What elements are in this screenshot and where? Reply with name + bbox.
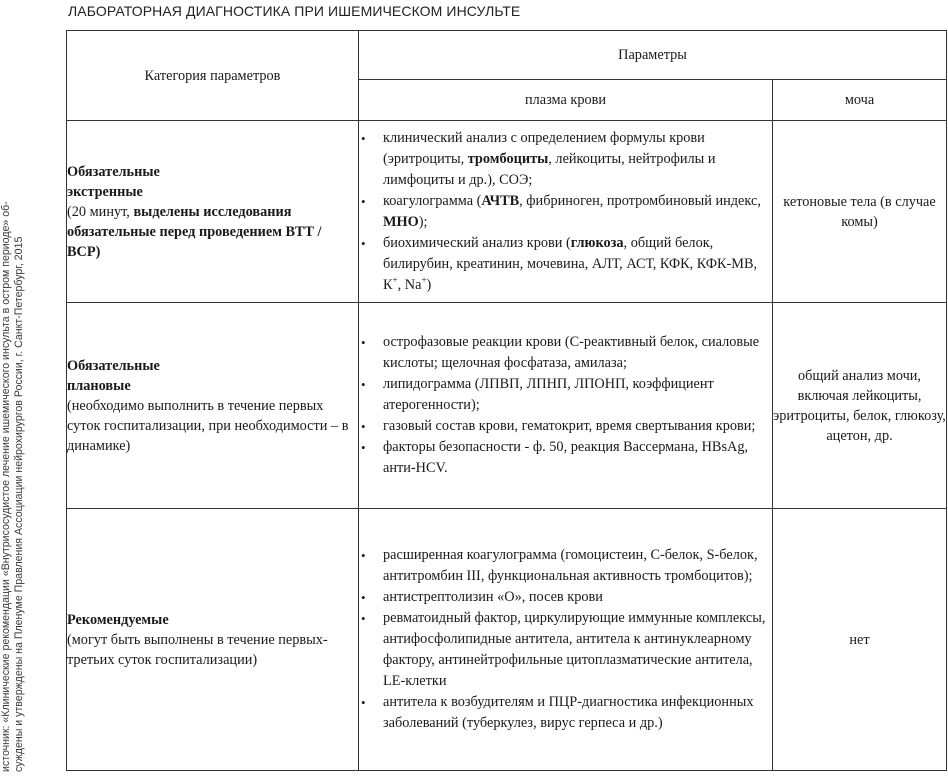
category-note-bold: выделены исследования обязательные перед проведением ВТТ / ВСР) [67,203,322,260]
table-row [67,303,947,509]
source-note-line-2: суждены и утверждены на Пленуме Правления Ассоциации нейрохирургов России, г. Санкт-Петербург, 2015 [13,236,25,772]
list-item: • ревматоидный фактор, циркулирующие иммунные комплексы, антифосфолипидные антитела, антитела к антинуклеарному фактору, антинейтрофильные цитоплазматические антитела, LE-клетки [359,608,772,692]
category-note: (20 минут, [67,203,134,220]
list-item: • клинический анализ с определением формулы крови (эритроциты, тромбоциты, лейкоциты, нейтрофилы и лимфоциты и др.), СОЭ; [359,128,772,191]
plasma-cell [359,121,773,303]
source-note [0,0,40,778]
category-note: (необходимо выполнить в течение первых суток госпитализации, при необходимости – в динамике) [67,397,349,454]
header-params: Параметры [359,31,947,80]
list-item: • острофазовые реакции крови (С-реактивный белок, сиаловые кислоты; щелочная фосфатаза, амилаза; [359,332,772,374]
list-item: • антитела к возбудителям и ПЦР-диагностика инфекционных заболеваний (туберкулез, вирус герпеса и др.) [359,692,772,734]
list-item: • факторы безопасности - ф. 50, реакция Вассермана, HBsAg, анти-HCV. [359,437,772,479]
list-item: • биохимический анализ крови (глюкоза, общий белок, билирубин, креатинин, мочевина, АЛТ, АСТ, КФК, КФК-МВ, К+, Na+) [359,233,772,296]
category-cell [67,121,359,303]
header-plasma: плазма крови [359,80,773,121]
header-category: Категория параметров [67,31,359,121]
table-row [67,121,947,303]
list-item: • липидограмма (ЛПВП, ЛПНП, ЛПОНП, коэффициент атерогенности); [359,374,772,416]
category-name: Рекомендуемые [67,611,169,628]
page-title: ЛАБОРАТОРНАЯ ДИАГНОСТИКА ПРИ ИШЕМИЧЕСКОМ ИНСУЛЬТЕ [68,3,521,19]
urine-cell: нет [773,509,947,771]
category-name: экстренные [67,183,143,200]
lab-diagnostics-table [66,30,947,771]
plasma-cell [359,303,773,509]
urine-cell: кетоновые тела (в случае комы) [773,121,947,303]
urine-cell: общий анализ мочи, включая лейкоциты, эритроциты, белок, глюкозу, ацетон, др. [773,303,947,509]
table-row [67,509,947,771]
list-item: • антистрептолизин «О», посев крови [359,587,772,608]
category-cell [67,303,359,509]
category-cell [67,509,359,771]
category-name: Обязательные [67,357,160,374]
header-urine: моча [773,80,947,121]
list-item: • газовый состав крови, гематокрит, время свертывания крови; [359,416,772,437]
category-note: (могут быть выполнены в течение первых-третьих суток госпитализации) [67,631,328,668]
source-note-line-1: источник: «Клинические рекомендации «Внутрисосудистое лечение ишемического инсульта в остром периоде» об- [0,201,12,772]
list-item: • расширенная коагулограмма (гомоцистеин, С-белок, S-белок, антитромбин III, функциональная активность тромбоцитов); [359,545,772,587]
list-item: • коагулограмма (АЧТВ, фибриноген, протромбиновый индекс, МНО); [359,191,772,233]
plasma-cell [359,509,773,771]
category-name: Обязательные [67,163,160,180]
header-row [67,31,947,80]
category-name: плановые [67,377,131,394]
